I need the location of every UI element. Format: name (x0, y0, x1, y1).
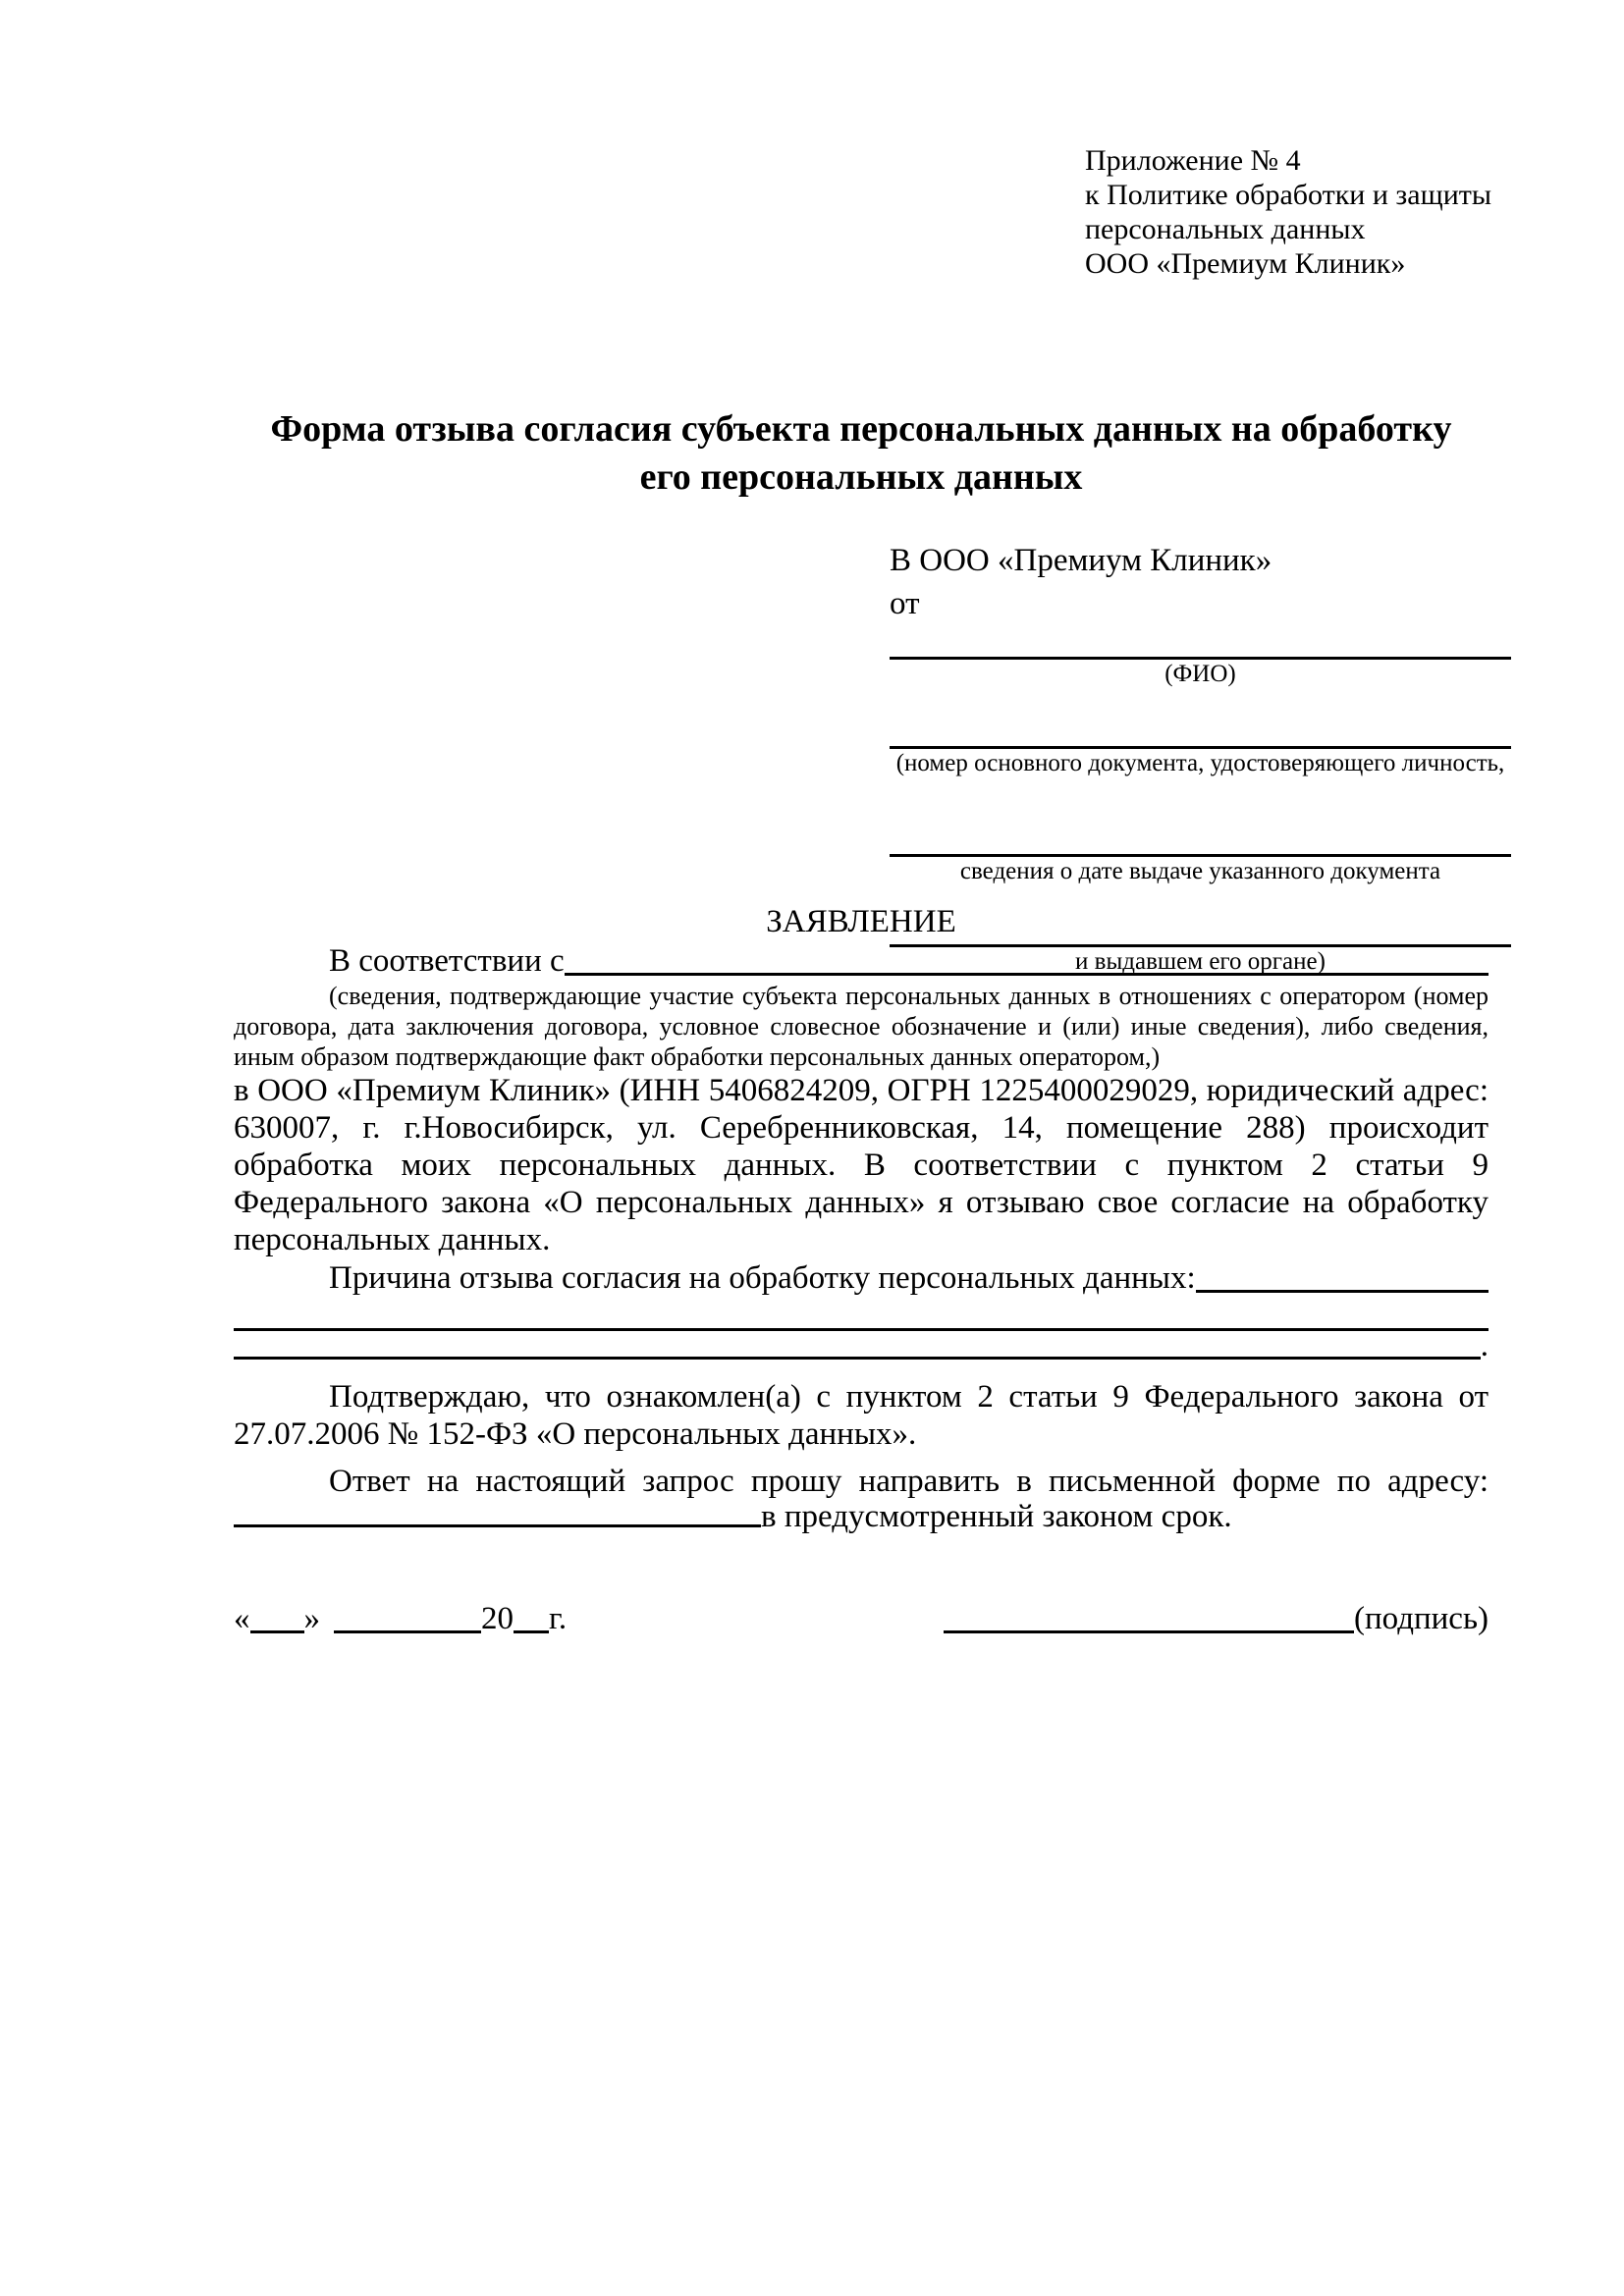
issue-date-field-label: сведения о дате выдаче указанного документа (959, 858, 1441, 884)
day-blank-line (250, 1610, 304, 1633)
identity-document-blank-line (890, 689, 1511, 749)
reason-label: Причина отзыва согласия на обработку персональных данных: (329, 1260, 1196, 1296)
appendix-line: ООО «Премиум Клиник» (1085, 247, 1406, 280)
addressee-from-label: от (890, 586, 920, 621)
reason-row (234, 1258, 1489, 1298)
addressee-organization: В ООО «Премиум Клиник» (890, 543, 1272, 578)
year-suffix: г. (549, 1601, 568, 1636)
basis-blank-line (565, 941, 1489, 976)
signature-blank-line (944, 1610, 1354, 1633)
document-title (234, 405, 1489, 502)
date-close-quote: » (303, 1601, 320, 1636)
date-open-quote: « (234, 1601, 250, 1636)
identity-document-field-label: (номер основного документа, удостоверяющего личность, (895, 750, 1505, 776)
statement-section (234, 902, 1489, 1533)
issue-date-blank-line (890, 778, 1511, 857)
signature-field (944, 1598, 1489, 1639)
reason-continuation-line-2-row (234, 1328, 1489, 1363)
appendix-line: персональных данных (1085, 213, 1366, 245)
appendix-line: Приложение № 4 (1085, 144, 1301, 177)
statement-heading: ЗАЯВЛЕНИЕ (766, 904, 956, 939)
reason-blank-line (1196, 1258, 1489, 1293)
document-title-line: Форма отзыва согласия субъекта персональных данных на обработку (270, 408, 1452, 450)
response-address-row (234, 1500, 1489, 1533)
response-deadline-text: в предусмотренный законом срок. (761, 1499, 1232, 1534)
year-prefix: 20 (481, 1601, 514, 1636)
year-blank-line (514, 1610, 549, 1633)
basis-footnote: (сведения, подтверждающие участие субъекта персональных данных в отношениях с оператором (номер договора, дата заключения договора, условное словесное обозначение и (или) иные сведения), либо сведения, иным образом подтверждающие факт обработки персональных данных оператором,) (234, 982, 1489, 1071)
acknowledgement-paragraph: Подтверждаю, что ознакомлен(а) с пунктом 2 статьи 9 Федерального закона от 27.07.2006 № 152-ФЗ «О персональных данных». (234, 1379, 1489, 1452)
date-field (234, 1598, 567, 1639)
month-blank-line (334, 1610, 481, 1633)
fio-blank-line (890, 623, 1511, 660)
appendix-line: к Политике обработки и защиты (1085, 179, 1492, 211)
address-blank-line (234, 1500, 761, 1527)
document-title-line: его персональных данных (639, 456, 1083, 498)
response-request-paragraph: Ответ на настоящий запрос прошу направить в письменной форме по адресу: (329, 1464, 1489, 1499)
signature-label: (подпись) (1354, 1601, 1489, 1636)
reason-continuation-line-2 (234, 1331, 1481, 1360)
appendix-block (1085, 143, 1491, 281)
basis-prefix: В соответствии с (329, 943, 565, 979)
reason-continuation-line-1 (234, 1304, 1489, 1331)
issuing-authority-field-label: и выдавшем его органе) (1075, 948, 1326, 975)
basis-row (234, 941, 1489, 981)
fio-field-label: (ФИО) (1164, 661, 1236, 687)
processing-paragraph: в ООО «Премиум Клиник» (ИНН 5406824209, ОГРН 1225400029029, юридический адрес: 630007, г. г.Новосибирск, ул. Серебренниковская, 14, помещение 288) происходит обработка моих персональных данных. В соответствии с пунктом 2 статьи 9 Федерального закона «О персональных данных» я отзываю свое согласие на обработку персональных данных. (234, 1073, 1489, 1257)
date-signature-row (234, 1598, 1489, 1639)
reason-line-terminator: . (1480, 1328, 1489, 1363)
